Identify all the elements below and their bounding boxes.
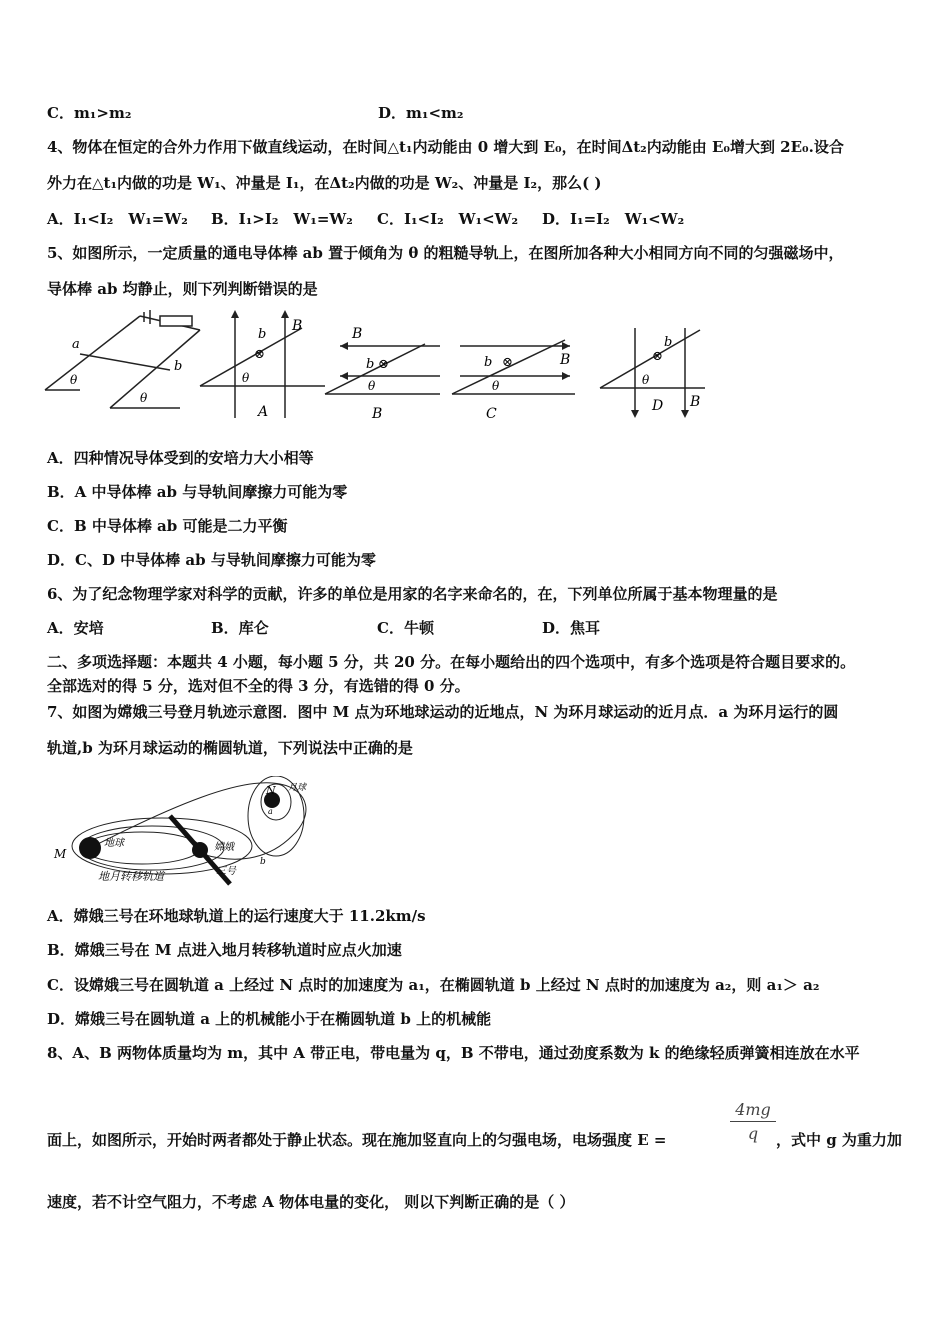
q7-figure: [52, 776, 322, 888]
q8-line-1: 8、A、B 两物体质量均为 m，其中 A 带正电，带电量为 q，B 不带电，通过劲度系数为 k 的绝缘轻质弹簧相连放在水平: [47, 1044, 860, 1062]
q6-option-a: A．安培: [47, 619, 104, 637]
q7-label-n: N: [266, 784, 276, 797]
q7-line-2: 轨道,b 为环月球运动的椭圆轨道，下列说法中正确的是: [47, 739, 413, 757]
q3-option-c: C．m₁>m₂: [47, 104, 132, 122]
q7-label-change1: 嫦娥: [214, 842, 234, 853]
q8-line-3: 速度，若不计空气阻力，不考虑 A 物体电量的变化， 则以下判断正确的是（ ）: [47, 1193, 575, 1211]
q5-d-theta: θ: [642, 373, 650, 387]
q5-c-b: b: [484, 355, 493, 370]
q4-line-1: 4、物体在恒定的合外力作用下做直线运动，在时间△t₁内动能由 0 增大到 E₀，在时间Δt₂内动能由 E₀增大到 2E₀.设合: [47, 138, 844, 156]
q5-theta-2: θ: [140, 391, 148, 405]
q8-frac-den: q: [747, 1124, 759, 1143]
q5-label-a: a: [72, 337, 80, 352]
q5-option-d: D．C、D 中导体棒 ab 与导轨间摩擦力可能为零: [47, 551, 376, 569]
q7-line-1: 7、如图为嫦娥三号登月轨迹示意图．图中 M 点为环地球运动的近地点，N 为环月球运动的近月点．a 为环月运行的圆: [47, 703, 839, 721]
q5-b-theta: θ: [368, 379, 376, 393]
q5-line-2: 导体棒 ab 均静止，则下列判断错误的是: [47, 280, 318, 298]
q5-c-theta: θ: [492, 379, 500, 393]
q5-a-field: B: [292, 318, 303, 334]
q6-line: 6、为了纪念物理学家对科学的贡献，许多的单位是用家的名字来命名的，在，下列单位所属于基本物理量的是: [47, 585, 778, 603]
q5-b-field: B: [352, 326, 363, 342]
q5-b-cross: ⊗: [378, 357, 389, 372]
q7-earth: [79, 837, 101, 859]
q6-option-c: C．牛顿: [377, 619, 434, 637]
q5-caption-b: B: [372, 406, 383, 422]
q5-a-cross: ⊗: [254, 347, 265, 362]
q7-option-c: C．设嫦娥三号在圆轨道 a 上经过 N 点时的加速度为 a₁，在椭圆轨道 b 上经过 N 点时的加速度为 a₂，则 a₁＞ a₂: [47, 976, 820, 994]
q7-label-earth: 地球: [104, 838, 124, 849]
q5-a-theta: θ: [242, 371, 250, 385]
q6-option-d: D．焦耳: [542, 619, 601, 637]
q4-option-d: D．I₁=I₂ W₁<W₂: [542, 210, 685, 228]
q7-label-change2: 三号: [216, 866, 236, 877]
q7-label-m: M: [54, 847, 67, 861]
q5-theta-1: θ: [70, 373, 78, 387]
q6-option-b: B．库仑: [211, 619, 269, 637]
q7-option-b: B．嫦娥三号在 M 点进入地月转移轨道时应点火加速: [47, 941, 402, 959]
q5-caption-c: C: [486, 406, 497, 422]
q7-label-moon: 月球: [288, 783, 307, 793]
q5-option-b: B．A 中导体棒 ab 与导轨间摩擦力可能为零: [47, 483, 348, 501]
q5-label-b: b: [174, 359, 183, 374]
q7-label-transfer: 地月转移轨道: [98, 870, 164, 883]
q5-figure: [40, 308, 720, 428]
q8-frac-num: 4mg: [730, 1100, 776, 1122]
q5-a-b: b: [258, 327, 267, 342]
q8-field-fraction: [730, 1100, 776, 1143]
q5-caption-a: A: [258, 404, 269, 420]
q5-b-b: b: [366, 357, 375, 372]
q5-d-cross: ⊗: [652, 349, 663, 364]
section2-line-2: 全部选对的得 5 分，选对但不全的得 3 分，有选错的得 0 分。: [47, 677, 470, 695]
q8-line-2b: ，式中 g 为重力加: [776, 1131, 902, 1149]
section2-line-1: 二、多项选择题：本题共 4 小题，每小题 5 分，共 20 分。在每小题给出的四个选项中，有多个选项是符合题目要求的。: [47, 653, 856, 671]
q7-label-b: b: [260, 857, 266, 867]
q4-line-2: 外力在△t₁内做的功是 W₁、冲量是 I₁，在Δt₂内做的功是 W₂、冲量是 I₂，那么( ): [47, 174, 602, 192]
q4-option-a: A．I₁<I₂ W₁=W₂: [47, 210, 188, 228]
q5-c-field: B: [560, 352, 571, 368]
q4-option-b: B．I₁>I₂ W₁=W₂: [211, 210, 353, 228]
q5-caption-d: D: [652, 398, 664, 414]
q4-option-c: C．I₁<I₂ W₁<W₂: [377, 210, 519, 228]
q7-option-d: D．嫦娥三号在圆轨道 a 上的机械能小于在椭圆轨道 b 上的机械能: [47, 1010, 492, 1028]
q5-line-1: 5、如图所示，一定质量的通电导体棒 ab 置于倾角为 θ 的粗糙导轨上，在图所加各种大小相同方向不同的匀强磁场中，: [47, 244, 844, 262]
q7-label-a: a: [268, 807, 273, 816]
q3-option-d: D．m₁<m₂: [378, 104, 464, 122]
q5-option-c: C．B 中导体棒 ab 可能是二力平衡: [47, 517, 288, 535]
q5-c-cross: ⊗: [502, 355, 513, 370]
q7-option-a: A．嫦娥三号在环地球轨道上的运行速度大于 11.2km/s: [47, 907, 426, 925]
q5-option-a: A．四种情况导体受到的安培力大小相等: [47, 449, 314, 467]
q5-d-b: b: [664, 335, 673, 350]
q8-line-2a: 面上，如图所示，开始时两者都处于静止状态。现在施加竖直向上的匀强电场，电场强度 E =: [47, 1131, 667, 1149]
q5-d-field: B: [690, 394, 701, 410]
